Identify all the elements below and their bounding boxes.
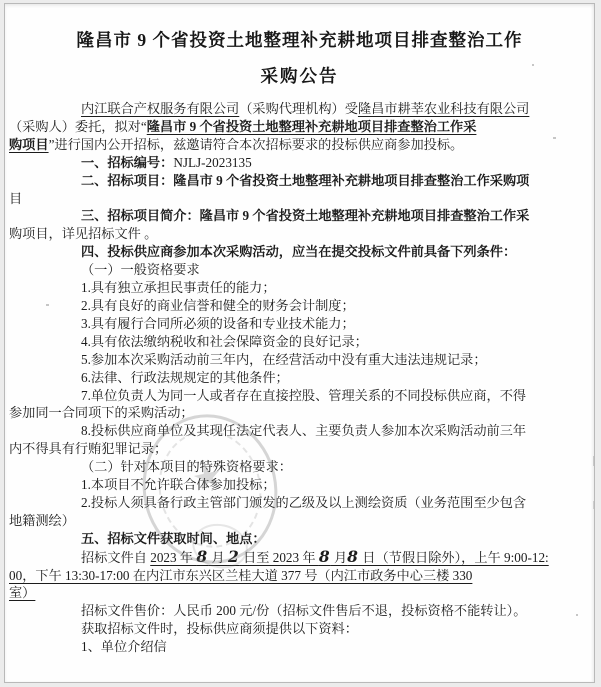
text-segment: 月 [208, 549, 228, 565]
paragraph [9, 261, 582, 279]
document-page [4, 3, 595, 683]
paragraph [9, 279, 582, 297]
paragraph [9, 297, 582, 315]
text-segment: 五、招标文件获取时间、地点： [81, 530, 266, 546]
text-segment: 7.单位负责人为同一人或者存在直接控股、管理关系的不同投标供应商，不得 [81, 387, 527, 403]
paragraph [9, 333, 582, 351]
text-segment: 日（节假日除外），上午 9:00-12: [358, 549, 549, 565]
text-segment: 1.具有独立承担民事责任的能力； [81, 280, 276, 296]
document-title-line1: 隆昌市 9 个省投资土地整理补充耕地项目排查整治工作 [76, 30, 523, 50]
text-segment: 内江联合产权服务有限公司 [81, 101, 240, 116]
text-segment: 4.具有依法缴纳税收和社会保障资金的良好记录； [81, 333, 368, 349]
paragraph [9, 494, 582, 530]
text-segment: 00，下午 13:30-17:00 在内江市东兴区兰桂大道 377 号（内江市政务中心三楼 330 [9, 567, 473, 583]
text-segment: 5.参加本次采购活动前三年内，在经营活动中没有重大违法违规记录； [81, 351, 487, 367]
text-segment: 招标文件自 [81, 549, 151, 565]
text-segment: 购项目，详见招标文件 。 [9, 226, 158, 242]
text-segment: 获取招标文件时，投标供应商须提供以下资料： [81, 621, 358, 637]
paragraph [9, 530, 582, 548]
text-segment: 2.投标人须具备行政主管部门颁发的乙级及以上测绘资质（业务范围至少包含 [81, 494, 527, 510]
paragraph [9, 100, 582, 154]
text-segment: （采购人）委托，拟对“ [9, 118, 147, 134]
paragraph [9, 638, 582, 656]
text-segment: 内不得具有行贿犯罪记录； [9, 441, 168, 457]
text-segment: 室） [9, 585, 36, 601]
text-segment: 2023 年 [150, 549, 197, 565]
text-segment: 日至 2023 年 [239, 549, 319, 565]
text-segment: （采购代理机构）受 [239, 101, 358, 116]
paragraph [9, 422, 582, 458]
text-segment: 月 [330, 549, 348, 565]
paragraph [9, 387, 582, 423]
text-segment: 四、投标供应商参加本次采购活动，应当在提交投标文件前具备下列条件： [81, 244, 517, 260]
text-segment: 隆昌市耕莘农业科技有限公司 [357, 101, 530, 116]
handwritten-text: 8 [347, 546, 359, 566]
handwritten-text: 2 [227, 546, 240, 566]
text-segment: NJLJ-2023135 [173, 154, 252, 170]
document-body [5, 100, 594, 656]
text-segment: 二、招标项目：隆昌市 9 个省投资土地整理补充耕地项目排查整治工作采购项 [81, 172, 530, 188]
paragraph [9, 243, 582, 261]
document-title-line2: 采购公告 [260, 66, 339, 86]
text-segment: 三、招标项目简介：隆昌市 9 个省投资土地整理补充耕地项目排查整治工作采 [81, 208, 530, 224]
paragraph [9, 154, 582, 172]
paragraph [9, 351, 582, 369]
text-segment: 2.具有良好的商业信誉和健全的财务会计制度； [81, 297, 355, 313]
text-segment: 8.投标供应商单位及其现任法定代表人、主要负责人参加本次采购活动前三年 [81, 423, 527, 439]
paragraph [9, 369, 582, 387]
text-segment: （二）针对本项目的特殊资格要求： [81, 459, 292, 475]
text-segment: （一）一般资格要求 [81, 262, 200, 278]
text-segment: 购项目 [9, 136, 49, 152]
paragraph [9, 207, 582, 243]
paragraph [9, 620, 582, 638]
paragraph [9, 458, 582, 476]
text-segment: 1.本项目不允许联合体参加投标； [81, 477, 276, 493]
text-segment: 地籍测绘） [9, 512, 75, 528]
text-segment: 3.具有履行合同所必须的设备和专业技术能力； [81, 315, 355, 331]
handwritten-text: 8 [196, 546, 209, 566]
text-segment: 6.法律、行政法规规定的其他条件； [81, 369, 289, 385]
paragraph [9, 548, 582, 603]
text-segment: ”进行国内公开招标，兹邀请符合本次招标要求的投标供应商参加投标。 [48, 136, 464, 152]
paragraph [9, 172, 582, 208]
text-segment: 目 [9, 190, 23, 206]
handwritten-text: 8 [318, 546, 331, 566]
text-segment: 招标文件售价：人民币 200 元/份（招标文件售后不退，投标资格不能转让）。 [81, 603, 527, 619]
paragraph [9, 602, 582, 620]
text-segment: 隆昌市 9 个省投资土地整理补充耕地项目排查整治工作采 [146, 118, 477, 134]
text-segment: 一、招标编号： [81, 154, 174, 170]
paragraph [9, 315, 582, 333]
text-segment: 参加同一合同项下的采购活动； [9, 405, 194, 421]
paragraph [9, 476, 582, 494]
text-segment: 1、单位介绍信 [81, 639, 167, 655]
